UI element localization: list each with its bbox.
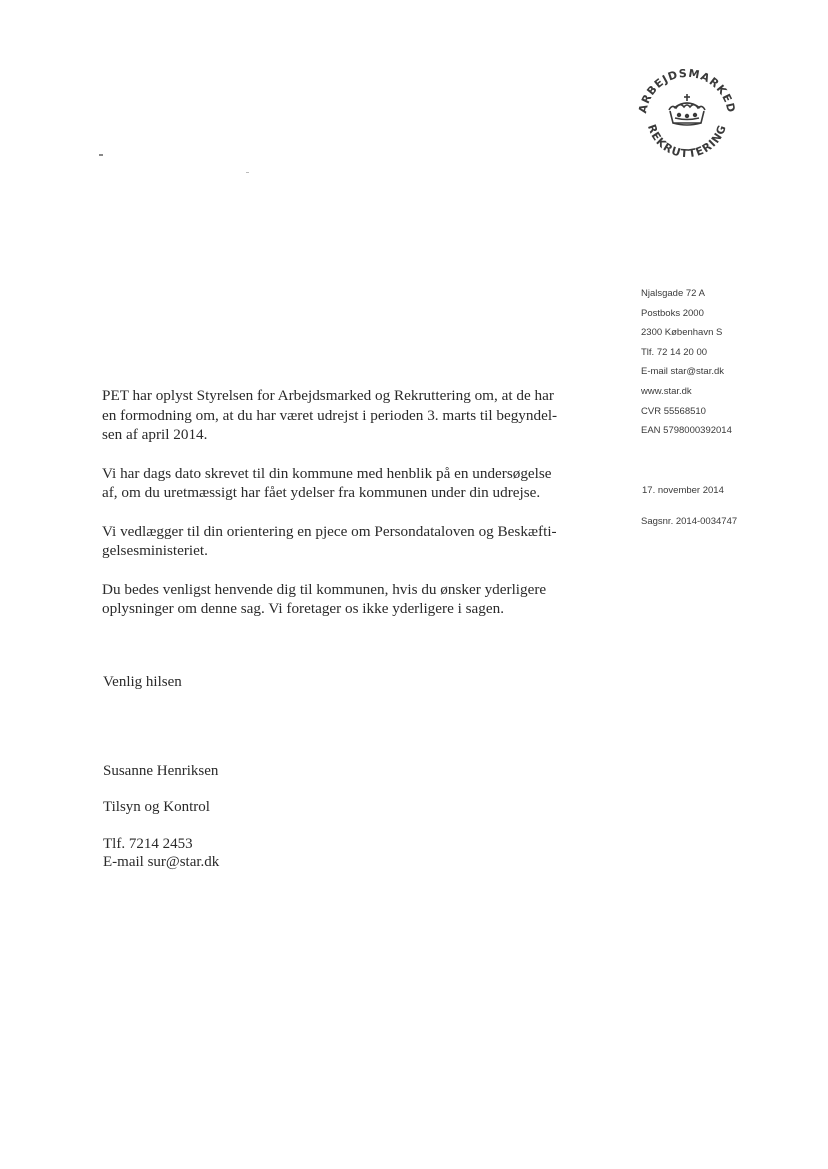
text-line: Vi har dags dato skrevet til din kommune med henblik på en undersøgelse — [102, 464, 552, 482]
paragraph-3 — [102, 522, 602, 561]
signer-contact — [103, 835, 219, 871]
scan-speck — [99, 154, 103, 156]
paragraph-2 — [102, 464, 602, 503]
sender-website: www.star.dk — [641, 385, 692, 397]
sender-phone: Tlf. 72 14 20 00 — [641, 346, 708, 358]
seal-ring-text-bottom: REKRUTTERING — [644, 122, 730, 161]
text-line: af, om du uretmæssigt har fået ydelser fra kommunen under din udrejse. — [102, 484, 541, 501]
case-number: Sagsnr. 2014-0034747 — [641, 516, 738, 527]
sender-city: 2300 København S — [641, 327, 723, 339]
seal-ring-text-top: ARBEJDSMARKED — [636, 66, 738, 115]
paragraph-1 — [102, 386, 602, 445]
text-line: PET har oplyst Styrelsen for Arbejdsmarked og Rekruttering om, at de har — [102, 387, 554, 404]
signer-name: Susanne Henriksen — [103, 763, 219, 779]
text-line: sen af april 2014. — [102, 426, 208, 443]
text-line: oplysninger om denne sag. Vi foretager os ikke yderligere i sagen. — [102, 600, 505, 617]
sender-pobox: Postboks 2000 — [641, 307, 704, 319]
signer-department: Tilsyn og Kontrol — [103, 799, 210, 815]
paragraph-4 — [102, 580, 602, 619]
signer-email: E-mail sur@star.dk — [103, 854, 220, 870]
sender-address-block — [641, 287, 821, 444]
text-line: Du bedes venligst henvende dig til kommunen, hvis du ønsker yderligere — [102, 580, 547, 598]
signer-phone: Tlf. 7214 2453 — [103, 836, 193, 852]
letter-date: 17. november 2014 — [642, 485, 724, 496]
text-line: Vi vedlægger til din orientering en pjece om Persondataloven og Beskæfti- — [102, 522, 557, 540]
text-line: en formodning om, at du har været udrejst i perioden 3. marts til begyndel- — [102, 406, 558, 424]
crown-seal-icon — [632, 60, 742, 170]
authority-seal-logo — [632, 60, 742, 170]
sender-email: E-mail star@star.dk — [641, 366, 725, 378]
crown-icon — [669, 94, 705, 125]
text-line: gelsesministeriet. — [102, 542, 208, 559]
closing-greeting: Venlig hilsen — [103, 674, 182, 690]
scan-speck — [246, 172, 249, 173]
sender-cvr: CVR 55568510 — [641, 405, 706, 417]
letter-body — [102, 386, 602, 638]
sender-ean: EAN 5798000392014 — [641, 425, 732, 437]
sender-street: Njalsgade 72 A — [641, 288, 705, 299]
